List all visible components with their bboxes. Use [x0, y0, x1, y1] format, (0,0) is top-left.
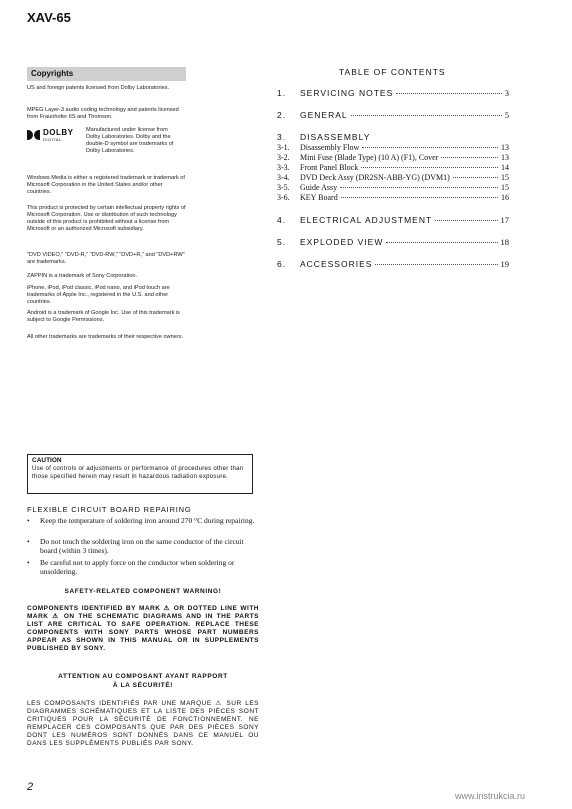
copyright-paragraph: This product is protected by certain intellectual property rights of Microsoft Corporation. Use or distribution of such technology outside of this product is prohibited without a license from Microsoft or an authorized Microsoft subsidiary. [27, 205, 186, 232]
toc-subitem-mini-fuse[interactable]: 3-2. Mini Fuse (Blade Type) (10 A) (F1), Cover 13 [277, 153, 509, 162]
toc-item-general[interactable]: 2. GENERAL 5 [277, 110, 509, 120]
caution-box [27, 454, 253, 494]
toc-subitem-guide-assy[interactable]: 3-5. Guide Assy 15 [277, 183, 509, 192]
dolby-logo-word: DOLBY [43, 128, 74, 137]
copyright-paragraph: US and foreign patents licensed from Dolby Laboratories. [27, 85, 170, 91]
copyright-paragraph: "DVD VIDEO," "DVD-R," "DVD-RW," "DVD+R," and "DVD+RW" are trademarks. [27, 252, 185, 265]
copyright-paragraph: ZAPPIN is a trademark of Sony Corporation. [27, 273, 138, 279]
copyright-paragraph: iPhone, iPod, iPod classic, iPod nano, and iPod touch are trademarks of Apple Inc., registered in the U.S. and other countries. [27, 285, 170, 305]
toc-item-disassembly[interactable]: 3. DISASSEMBLY [277, 132, 371, 142]
dolby-license-text: Manufactured under license from Dolby Laboratories. Dolby and the double-D symbol are trademarks of Dolby Laboratories. [86, 127, 174, 154]
flex-repair-title: FLEXIBLE CIRCUIT BOARD REPAIRING [27, 505, 192, 514]
flex-bullet: • Do not touch the soldering iron on the same conductor of the circuit board (within 3 times). [27, 537, 244, 555]
copyright-paragraph: Windows Media is either a registered trademark or trademark of Microsoft Corporation in the United States and/or other countries. [27, 175, 185, 195]
toc-subitem-key-board[interactable]: 3-6. KEY Board 16 [277, 193, 509, 202]
safety-warning-title: SAFETY-RELATED COMPONENT WARNING! [64, 588, 222, 595]
safety-warning-text: COMPONENTS IDENTIFIED BY MARK ⚠ OR DOTTED LINE WITH MARK ⚠ ON THE SCHEMATIC DIAGRAMS AND IN THE PARTS LIST ARE CRITICAL TO SAFE OPERATION. REPLACE THESE COMPONENTS WITH SONY PARTS WHOSE PART NUMBERS APPEAR AS SHOWN IN THIS MANUAL OR IN SUPPLEMENTS PUBLISHED BY SONY. [27, 605, 259, 652]
toc-subitem-dvd-deck[interactable]: 3-4. DVD Deck Assy (DR2SN-ABB-YG) (DVM1) 15 [277, 173, 509, 182]
copyrights-heading: Copyrights [27, 67, 186, 81]
dolby-digital-logo [27, 128, 77, 145]
attention-text: LES COMPOSANTS IDENTIFIÉS PAR UNE MARQUE ⚠ SUR LES DIAGRAMMES SCHÉMATIQUES ET LA LISTE DES PIÈCES SONT CRITIQUES POUR LA SÉCURITÉ DE FONCTIONNEMENT. NE REMPLACER CES COMPOSANTS QUE PAR DES PIÈCES SONY DONT LES NUMÉROS SONT DONNÉS DANS CE MANUEL OU DANS LES SUPPLÉMENTS PUBLIÉS PAR SONY. [27, 700, 259, 747]
caution-text: Use of controls or adjustments or performance of procedures other than those specified herein may result in hazardous radiation exposure. [32, 466, 244, 480]
toc-item-exploded-view[interactable]: 5. EXPLODED VIEW 18 [277, 237, 509, 247]
page-number: 2 [27, 781, 34, 793]
toc-item-servicing-notes[interactable]: 1. SERVICING NOTES 3 [277, 88, 509, 98]
caution-title: CAUTION [32, 457, 62, 464]
copyright-paragraph: MPEG Layer-3 audio coding technology and patents licensed from Fraunhofer IIS and Thomson. [27, 107, 179, 120]
model-title: XAV-65 [27, 10, 71, 25]
attention-title-line1: ATTENTION AU COMPOSANT AYANT RAPPORT [58, 673, 228, 680]
toc-title: TABLE OF CONTENTS [339, 67, 446, 77]
flex-bullet: • Be careful not to apply force on the conductor when soldering or unsoldering. [27, 558, 235, 576]
attention-title-line2: À LA SÉCURITÉ! [112, 682, 174, 689]
dolby-logo-sub: DIGITAL [43, 137, 62, 142]
double-d-icon [27, 130, 41, 140]
toc-item-accessories[interactable]: 6. ACCESSORIES 19 [277, 259, 509, 269]
toc-item-electrical-adjustment[interactable]: 4. ELECTRICAL ADJUSTMENT 17 [277, 215, 509, 225]
copyright-paragraph: All other trademarks are trademarks of their respective owners. [27, 334, 184, 340]
toc-subitem-disassembly-flow[interactable]: 3-1. Disassembly Flow 13 [277, 143, 509, 152]
watermark: www.instrukcia.ru [455, 791, 526, 801]
toc-subitem-front-panel[interactable]: 3-3. Front Panel Block 14 [277, 163, 509, 172]
copyright-paragraph: Android is a trademark of Google Inc. Use of this trademark is subject to Google Permissions. [27, 310, 180, 323]
flex-bullet: • Keep the temperature of soldering iron around 270 °C during repairing. [27, 516, 255, 525]
